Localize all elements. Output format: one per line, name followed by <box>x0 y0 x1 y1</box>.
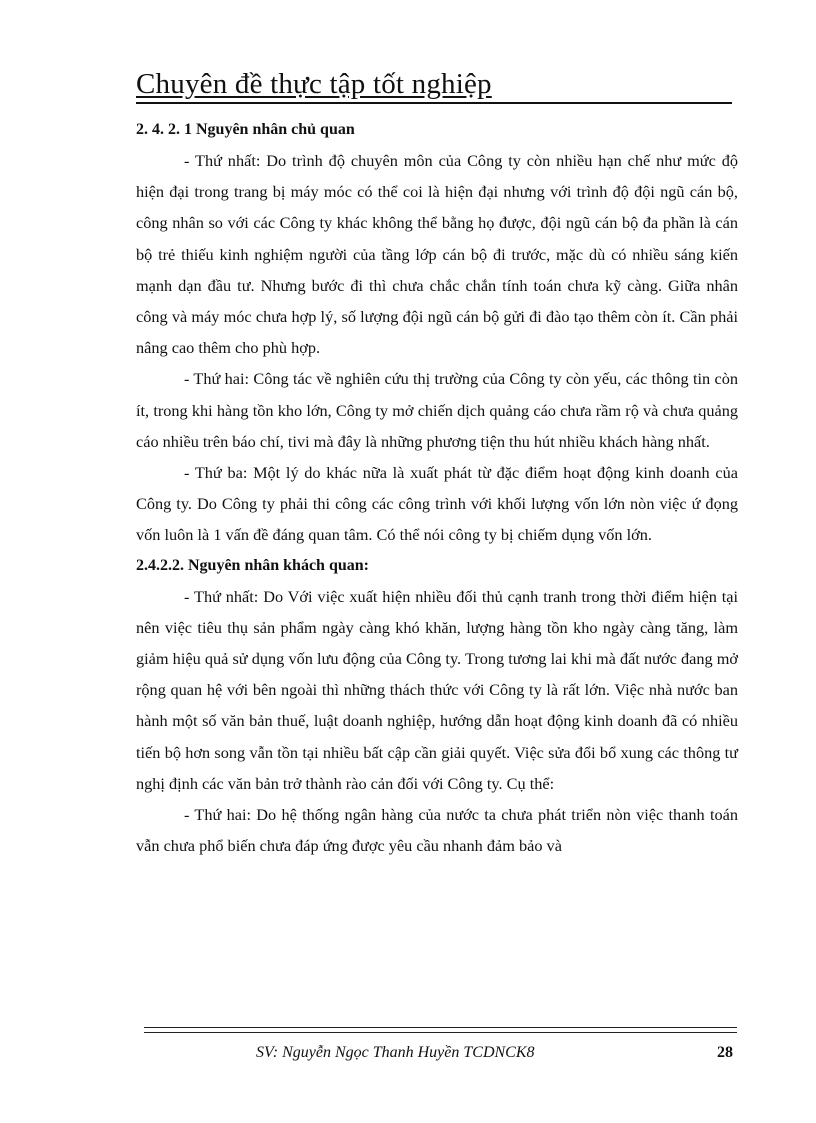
section-heading: 2.4.2.2. Nguyên nhân khách quan: <box>136 556 369 574</box>
footer-divider-bottom <box>144 1032 737 1033</box>
paragraph: - Thứ nhất: Do trình độ chuyên môn của Công ty còn nhiều hạn chế như mức độ hiện đại trong trang bị máy móc có thể coi là hiện đại nhưng với trình độ đội ngũ cán bộ, công nhân so với các Công ty khác không thể bằng họ được, đội ngũ cán bộ đa phần là cán bộ trẻ thiếu kinh nghiệm người của tầng lớp cán bộ đi trước, mặc dù có nhiều sáng kiến mạnh dạn đầu tư. Nhưng bước đi thì chưa chắc chắn tính toán chưa kỹ càng. Giữa nhân công và máy móc chưa hợp lý, số lượng đội ngũ cán bộ gửi đi đào tạo thêm còn ít. Cần phải nâng cao thêm cho phù hợp. <box>136 151 738 358</box>
paragraph: - Thứ hai: Công tác về nghiên cứu thị trường của Công ty còn yếu, các thông tin còn ít, trong khi hàng tồn kho lớn, Công ty mở chiến dịch quảng cáo chưa rầm rộ và chưa quảng cáo nhiều trên báo chí, tivi mà đây là những phương tiện thu hút nhiều khách hàng nhất. <box>136 369 738 451</box>
page-header <box>136 66 732 104</box>
section-heading: 2. 4. 2. 1 Nguyên nhân chủ quan <box>136 121 355 138</box>
document-title: Chuyên đề thực tập tốt nghiệp <box>136 68 492 100</box>
paragraph: - Thứ nhất: Do Với việc xuất hiện nhiều đối thủ cạnh tranh trong thời điểm hiện tại nên việc tiêu thụ sản phẩm ngày càng khó khăn, lượng hàng tồn kho ngày càng tăng, làm giảm hiệu quả sử dụng vốn lưu động của Công ty. Trong tương lai khi mà đất nước đang mở rộng quan hệ với bên ngoài thì những thách thức với Công ty là rất lớn. Việc nhà nước ban hành một số văn bản thuế, luật doanh nghiệp, hướng dẫn hoạt động kinh doanh đã có nhiều tiến bộ hơn song vẫn tồn tại nhiều bất cập cần giải quyết. Việc sửa đổi bổ xung các thông tư nghị định các văn bản trở thành rào cản đối với Công ty. Cụ thể: <box>136 586 738 793</box>
paragraph: - Thứ ba: Một lý do khác nữa là xuất phát từ đặc điểm hoạt động kinh doanh của Công ty. Do Công ty phải thi công các công trình với khối lượng vốn lớn nòn việc ứ đọng vốn luôn là 1 vấn đề đáng quan tâm. Có thể nói công ty bị chiếm dụng vốn lớn. <box>136 463 738 545</box>
section-objective-causes <box>136 551 738 862</box>
section-subjective-causes <box>136 115 738 551</box>
paragraph: - Thứ hai: Do hệ thống ngân hàng của nước ta chưa phát triển nòn việc thanh toán vẫn chưa phổ biến chưa đáp ứng được yêu cầu nhanh đảm bảo và <box>136 805 738 856</box>
page-number: 28 <box>717 1044 733 1061</box>
footer-divider-top <box>144 1027 737 1028</box>
document-body <box>136 115 738 861</box>
footer-author: SV: Nguyễn Ngọc Thanh Huyền TCDNCK8 <box>256 1044 535 1061</box>
